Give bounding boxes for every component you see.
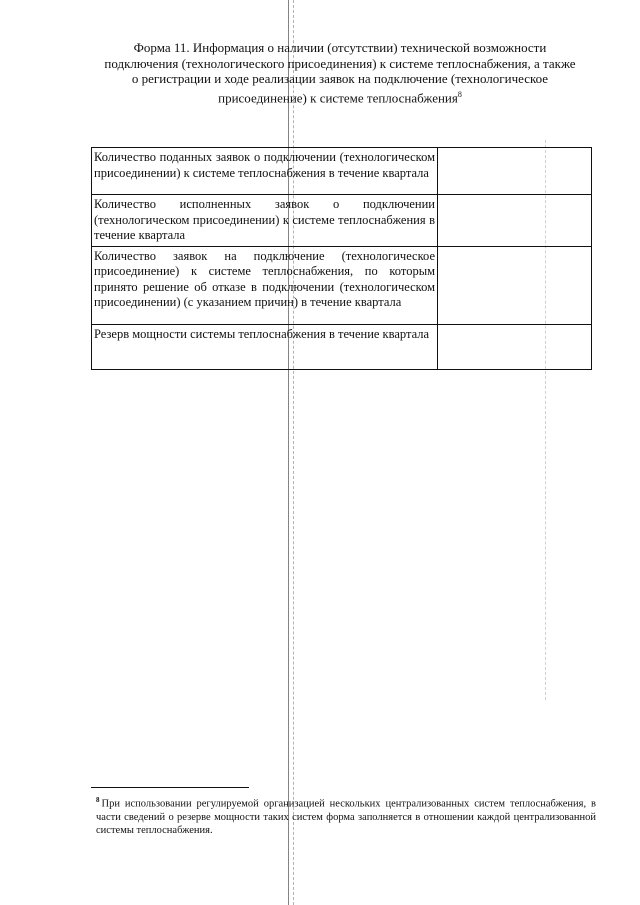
- row-label: Количество заявок на подключение (технологическое присоединение) к системе теплоснабжения, по которым принято решение об отказе в подключении (технологическом присоединении) (с указанием причин) в течение квартала: [92, 246, 438, 324]
- row-label: Количество исполненных заявок о подключении (технологическом присоединении) к системе теплоснабжения в течение квартала: [92, 195, 438, 247]
- row-value: [438, 195, 592, 247]
- row-value: [438, 324, 592, 369]
- footnote-reference: 8: [457, 89, 462, 99]
- table-row: [92, 148, 592, 195]
- footnote: [96, 794, 596, 837]
- row-value: [438, 148, 592, 195]
- footnote-text: При использовании регулируемой организацией нескольких централизованных систем теплоснабжения, в части сведений о резерве мощности таких систем форма заполняется в отношении каждой централизованной системы теплоснабжения.: [96, 798, 596, 836]
- info-table: [91, 147, 592, 370]
- form-title: [100, 40, 580, 105]
- form-title-text: Форма 11. Информация о наличии (отсутствии) технической возможности подключения (технологического присоединения) к системе теплоснабжения, а также о регистрации и ходе реализации заявок на подключение (технологическое присоединение) к системе теплоснабжения: [104, 40, 576, 105]
- table-row: [92, 246, 592, 324]
- footnote-marker: 8: [96, 796, 100, 804]
- table-row: [92, 195, 592, 247]
- footnote-divider: [91, 787, 249, 788]
- row-value: [438, 246, 592, 324]
- table-row: [92, 324, 592, 369]
- row-label: Количество поданных заявок о подключении (технологическом присоединении) к системе теплоснабжения в течение квартала: [92, 148, 438, 195]
- scan-fold-artifact: [288, 0, 294, 905]
- row-label: Резерв мощности системы теплоснабжения в течение квартала: [92, 324, 438, 369]
